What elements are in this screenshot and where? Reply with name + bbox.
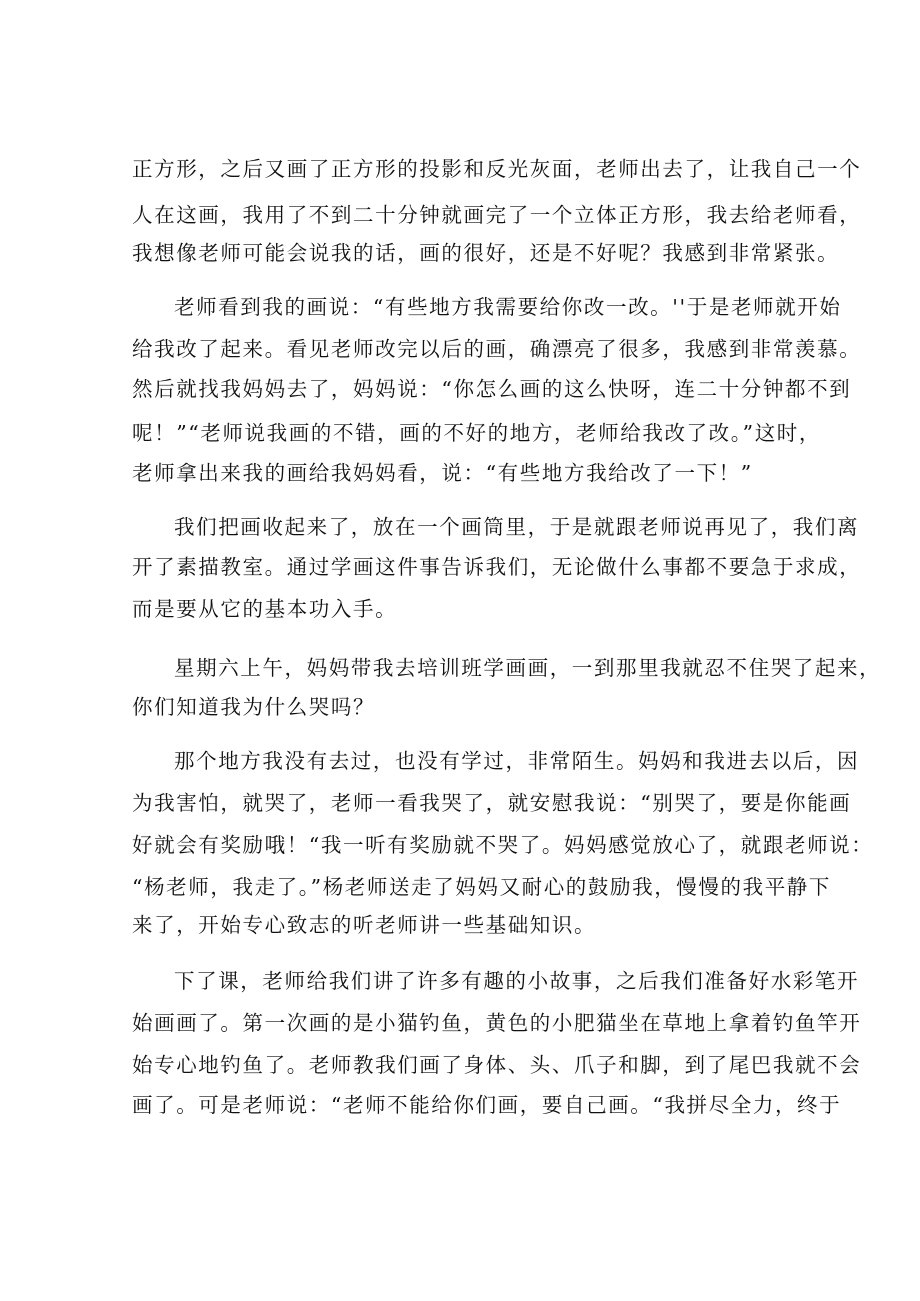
paragraph-2-line-2: 给我改了起来。看见老师改完以后的画，确漂亮了很多，我感到非常羡慕。 [132, 337, 862, 361]
paragraph-1-line-3: 我想像老师可能会说我的话，画的很好，还是不好呢？我感到非常紧张。 [132, 241, 840, 265]
paragraph-6-line-3: 始专心地钓鱼了。老师教我们画了身体、头、爪子和脚，到了尾巴我就不会 [132, 1053, 862, 1077]
paragraph-5-line-1: 那个地方我没有去过，也没有学过，非常陌生。妈妈和我进去以后，因 [174, 749, 860, 773]
paragraph-2-line-1: 老师看到我的画说：“有些地方我需要给你改一改。''于是老师就开始 [174, 295, 842, 319]
paragraph-4-line-1: 星期六上午，妈妈带我去培训班学画画，一到那里我就忍不住哭了起来， [174, 656, 882, 680]
paragraph-5-line-4: “杨老师，我走了。”杨老师送走了妈妈又耐心的鼓励我，慢慢的我平静下 [132, 875, 832, 899]
paragraph-1-line-2: 人在这画，我用了不到二十分钟就画完了一个立体正方形，我去给老师看， [132, 203, 862, 227]
paragraph-5-line-3: 好就会有奖励哦！“我一听有奖励就不哭了。妈妈感觉放心了，就跟老师说： [132, 833, 874, 857]
paragraph-2-line-5: 老师拿出来我的画给我妈妈看，说：“有些地方我给改了一下！” [132, 461, 753, 485]
paragraph-2-line-3: 然后就找我妈妈去了，妈妈说：“你怎么画的这么快呀，连二十分钟都不到 [132, 377, 852, 401]
paragraph-6-line-4: 画了。可是老师说：“老师不能给你们画，要自己画。“我拼尽全力，终于 [132, 1093, 842, 1117]
paragraph-6-line-2: 始画画了。第一次画的是小猫钓鱼，黄色的小肥猫坐在草地上拿着钓鱼竿开 [132, 1011, 862, 1035]
paragraph-3-line-1: 我们把画收起来了，放在一个画筒里，于是就跟老师说再见了，我们离 [174, 515, 860, 539]
paragraph-5-line-2: 为我害怕，就哭了，老师一看我哭了，就安慰我说：“别哭了，要是你能画 [132, 791, 852, 815]
paragraph-1-line-1: 正方形，之后又画了正方形的投影和反光灰面，老师出去了，让我自己一个 [132, 157, 862, 181]
paragraph-6-line-1: 下了课，老师给我们讲了许多有趣的小故事，之后我们准备好水彩笔开 [174, 969, 860, 993]
paragraph-2-line-4: 呢！”“老师说我画的不错，画的不好的地方，老师给我改了改。”这时， [132, 421, 821, 445]
paragraph-3-line-3: 而是要从它的基本功入手。 [132, 597, 398, 621]
paragraph-4-line-2: 你们知道我为什么哭吗？ [132, 695, 376, 719]
paragraph-3-line-2: 开了素描教室。通过学画这件事告诉我们，无论做什么事都不要急于求成， [132, 555, 862, 579]
paragraph-5-line-5: 来了，开始专心致志的听老师讲一些基础知识。 [132, 913, 597, 937]
